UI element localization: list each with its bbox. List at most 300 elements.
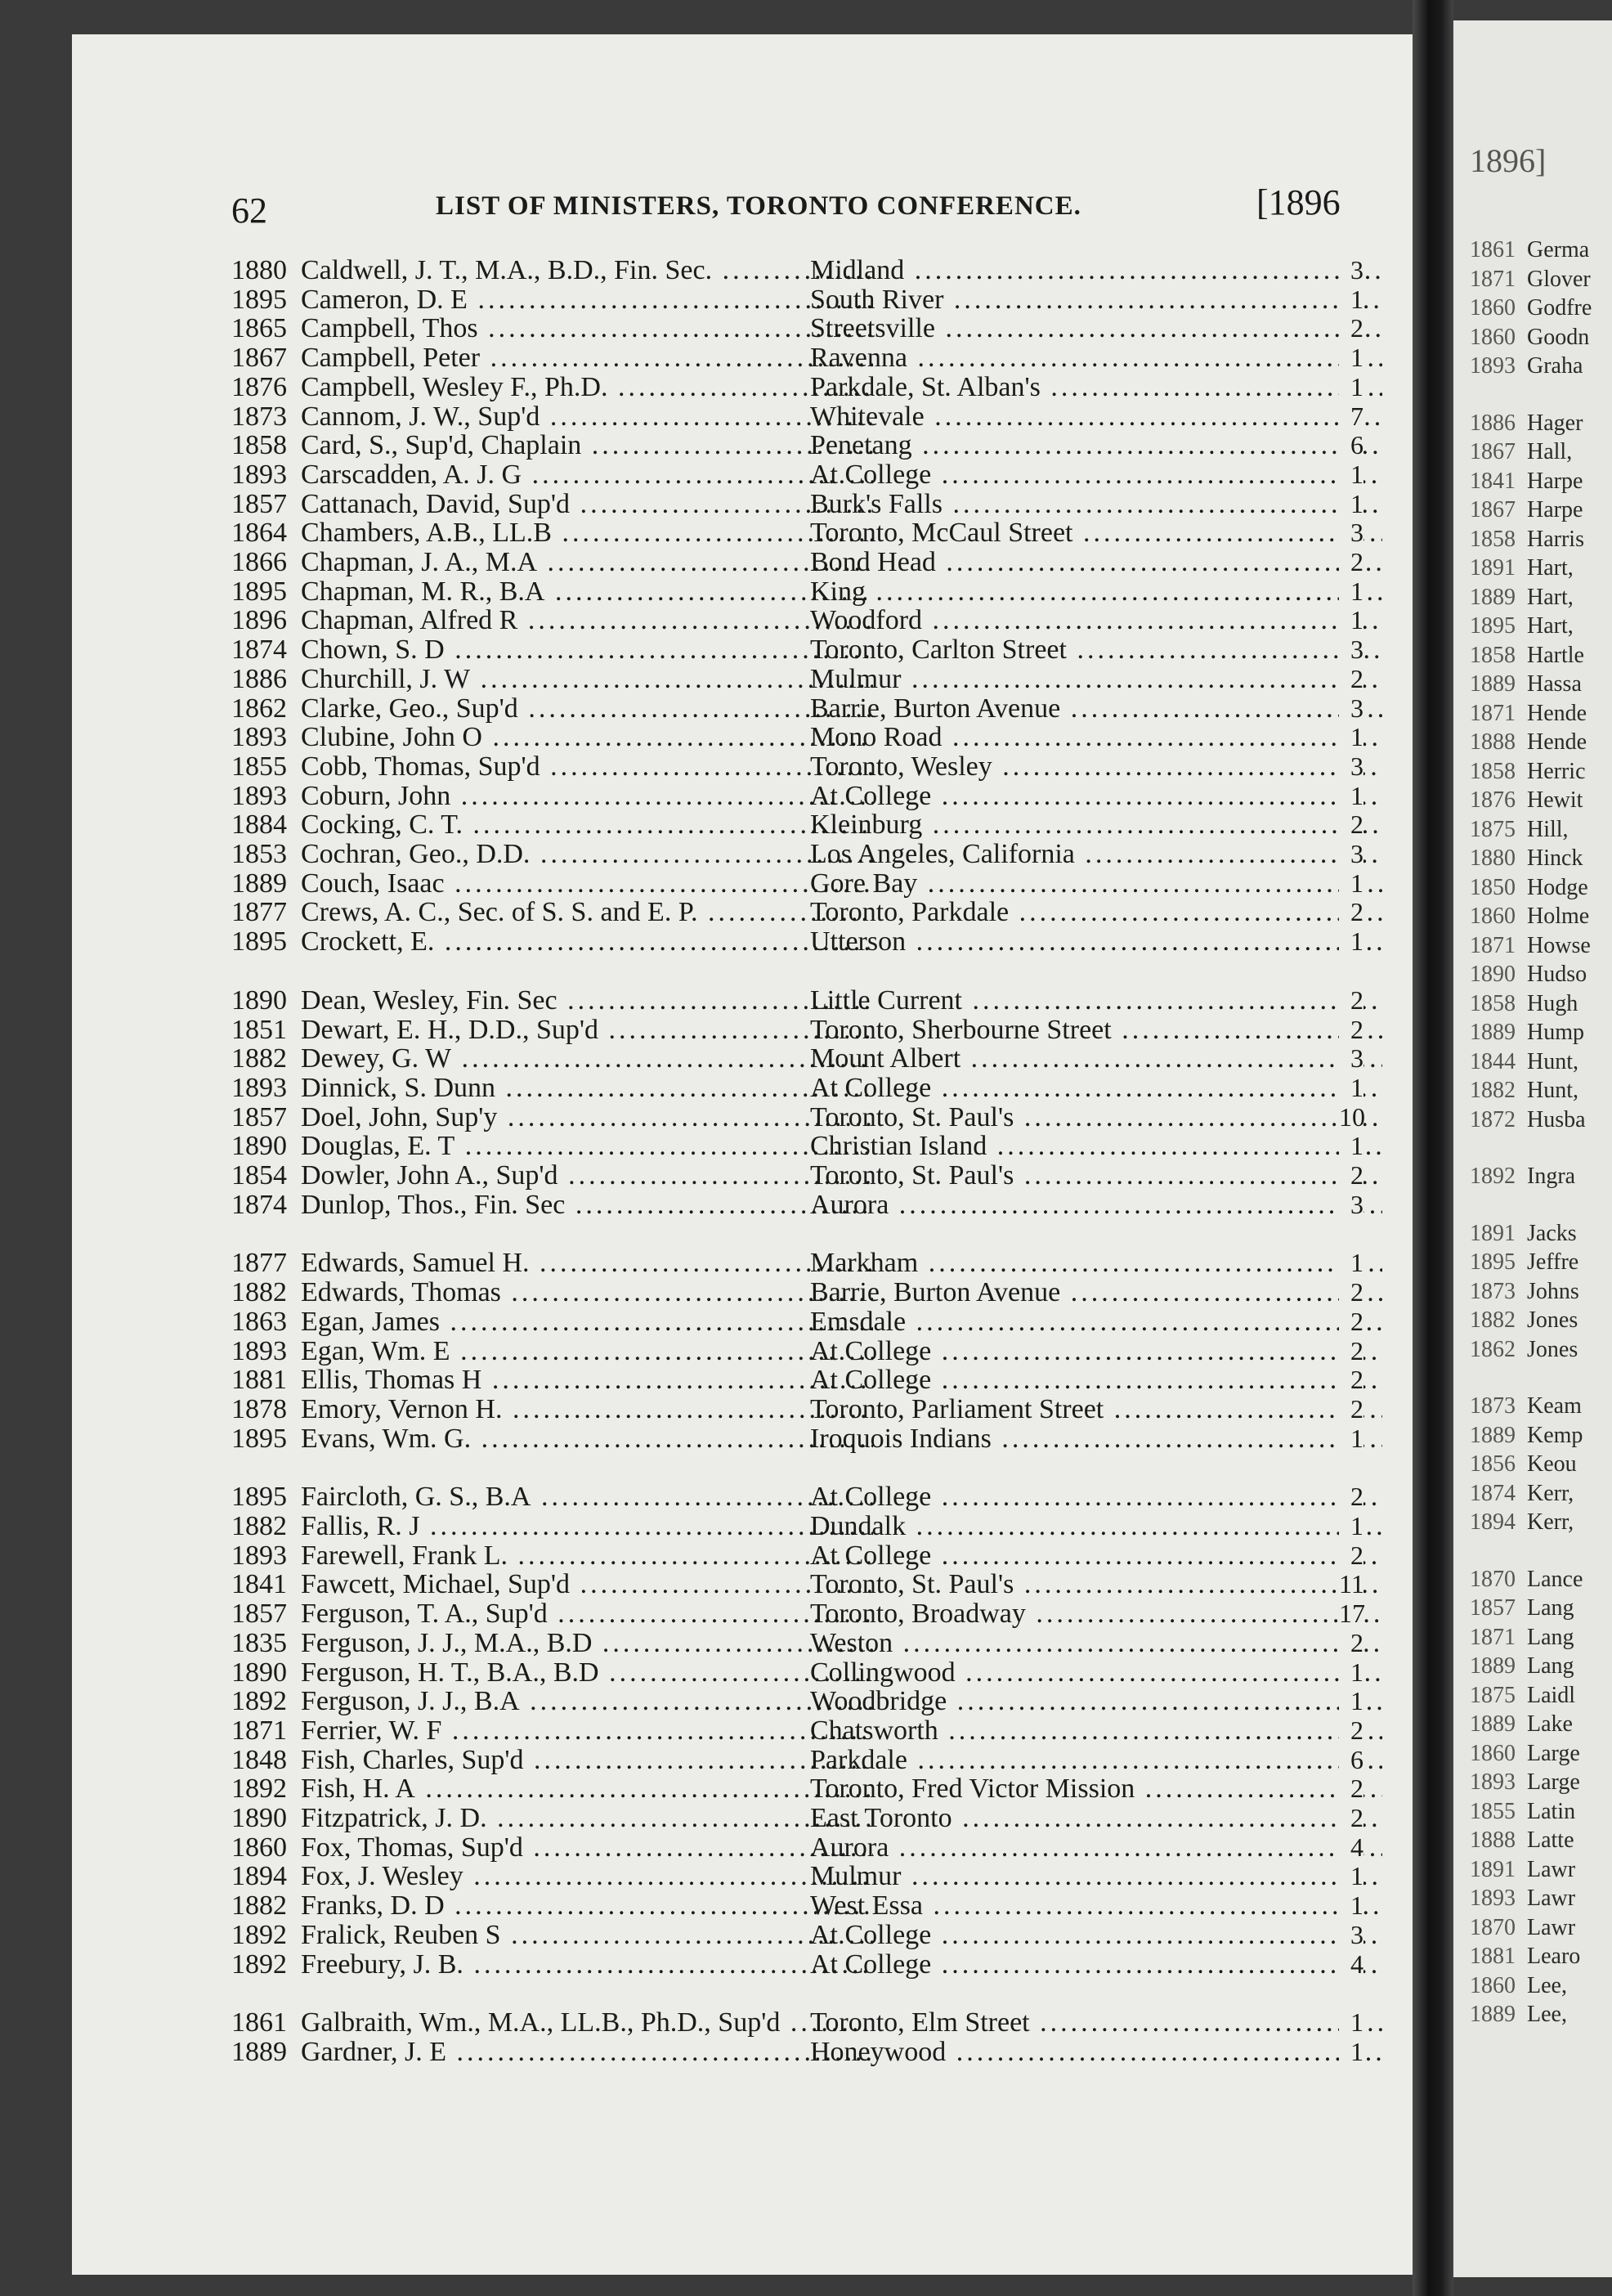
right-entry-text: Lawr — [1527, 1856, 1576, 1882]
years-count: 2 — [1339, 1540, 1363, 1571]
right-entry-year: 1875 — [1470, 1682, 1516, 1708]
list-item — [72, 1920, 1413, 1949]
entry-year: 1882 — [231, 1043, 287, 1074]
minister-name: Farewell, Frank L. ..... — [301, 1540, 873, 1572]
right-list-item — [1470, 1741, 1580, 1767]
right-list-item — [1470, 497, 1583, 523]
minister-name: Campbell, Wesley F., Ph.D. ..... — [301, 372, 873, 403]
right-entry-text: Harpe — [1527, 497, 1583, 522]
minister-name: Fish, H. A ..... — [301, 1774, 873, 1805]
years-count: 1 — [1339, 1248, 1363, 1278]
minister-name: Cannom, J. W., Sup'd ..... — [301, 401, 873, 433]
right-entry-year: 1893 — [1470, 353, 1516, 379]
station-name: Mulmur ..... — [810, 664, 1382, 695]
right-entry-year: 1871 — [1470, 1624, 1516, 1650]
station-name: Mono Road ..... — [810, 722, 1382, 753]
minister-name: Carscadden, A. J. G ..... — [301, 460, 873, 491]
right-entry-text: Hart, — [1527, 555, 1574, 581]
right-list-item — [1470, 1827, 1574, 1854]
minister-name: Faircloth, G. S., B.A ..... — [301, 1482, 873, 1513]
entry-year: 1874 — [231, 1189, 287, 1220]
station-name: Collingwood ..... — [810, 1657, 1382, 1688]
years-count: 2 — [1339, 1277, 1363, 1307]
right-list-item — [1470, 527, 1584, 553]
right-entry-text: Large — [1527, 1769, 1580, 1795]
years-count: 3 — [1339, 1043, 1363, 1074]
right-entry-year: 1875 — [1470, 816, 1516, 842]
right-entry-text: Hassa — [1527, 671, 1582, 697]
right-list-item — [1470, 1078, 1578, 1104]
entry-year: 1848 — [231, 1744, 287, 1775]
entry-year: 1895 — [231, 926, 287, 957]
minister-name: Chapman, M. R., B.A ..... — [301, 576, 873, 608]
entry-year: 1882 — [231, 1277, 287, 1308]
right-entry-year: 1857 — [1470, 1595, 1516, 1621]
right-list-item — [1470, 353, 1583, 379]
list-item — [72, 1774, 1413, 1803]
right-entry-text: Kemp — [1527, 1422, 1583, 1448]
right-list-item — [1470, 1769, 1580, 1796]
list-item — [72, 1190, 1413, 1219]
years-count: 2 — [1339, 1628, 1363, 1658]
right-entry-year: 1891 — [1470, 1856, 1516, 1882]
entry-year: 1882 — [231, 1890, 287, 1922]
station-name: At College ..... — [810, 1073, 1382, 1104]
minister-name: Churchill, J. W ..... — [301, 664, 873, 695]
list-item — [72, 1890, 1413, 1920]
right-entry-text: Hende — [1527, 700, 1587, 726]
station-name: Bond Head ..... — [810, 547, 1382, 578]
right-list-item — [1470, 585, 1574, 611]
years-count: 2 — [1339, 547, 1363, 577]
list-item — [72, 781, 1413, 810]
list-item — [72, 664, 1413, 693]
list-item — [72, 343, 1413, 372]
station-name: Aurora ..... — [810, 1832, 1382, 1863]
entry-year: 1893 — [231, 459, 287, 490]
right-entry-text: Lawr — [1527, 1914, 1576, 1940]
right-entry-year: 1889 — [1470, 1020, 1516, 1045]
station-name: Chatsworth ..... — [810, 1715, 1382, 1747]
right-list-item — [1470, 1049, 1578, 1075]
right-entry-text: Hall, — [1527, 439, 1573, 464]
right-entry-year: 1867 — [1470, 497, 1516, 522]
entry-year: 1835 — [231, 1627, 287, 1658]
years-count: 3 — [1339, 1190, 1363, 1220]
right-list-item — [1470, 1423, 1583, 1449]
right-list-item — [1470, 1973, 1567, 1999]
right-entry-text: Lee, — [1527, 1972, 1567, 1998]
right-entry-text: Keam — [1527, 1393, 1582, 1419]
years-count: 1 — [1339, 1686, 1363, 1716]
right-list-item — [1470, 729, 1587, 756]
entry-year: 1890 — [231, 984, 287, 1016]
right-list-item — [1470, 1020, 1584, 1046]
right-list-item — [1470, 1481, 1574, 1507]
page-number: 62 — [231, 191, 267, 231]
right-entry-year: 1891 — [1470, 555, 1516, 581]
station-name: Mulmur ..... — [810, 1861, 1382, 1892]
book-gutter — [1413, 0, 1453, 2296]
right-list-item — [1470, 1711, 1573, 1738]
right-list-item — [1470, 759, 1586, 785]
right-list-item — [1470, 845, 1583, 872]
right-list-item — [1470, 1683, 1575, 1709]
list-item — [72, 1102, 1413, 1132]
minister-name: Cochran, Geo., D.D. ..... — [301, 839, 873, 870]
right-entry-year: 1888 — [1470, 1827, 1516, 1853]
minister-name: Chown, S. D ..... — [301, 635, 873, 666]
right-entry-text: Hende — [1527, 729, 1587, 755]
years-count: 2 — [1339, 1307, 1363, 1337]
list-item — [72, 1482, 1413, 1511]
entry-year: 1895 — [231, 284, 287, 315]
right-entry-year: 1873 — [1470, 1278, 1516, 1304]
right-entry-year: 1895 — [1470, 613, 1516, 639]
list-item — [72, 1569, 1413, 1599]
entry-year: 1841 — [231, 1569, 287, 1600]
list-item — [72, 1131, 1413, 1160]
right-list-item — [1470, 1509, 1574, 1536]
right-entry-year: 1893 — [1470, 1886, 1516, 1911]
years-count: 2 — [1339, 1394, 1363, 1424]
list-item — [72, 1073, 1413, 1102]
page-title: LIST OF MINISTERS, TORONTO CONFERENCE. — [436, 191, 1081, 221]
station-name: Toronto, Parliament Street ..... — [810, 1394, 1382, 1425]
right-entry-year: 1890 — [1470, 962, 1516, 987]
entry-year: 1895 — [231, 1482, 287, 1513]
minister-name: Dewart, E. H., D.D., Sup'd ..... — [301, 1015, 873, 1046]
years-count: 2 — [1339, 1160, 1363, 1191]
right-list-item — [1470, 1886, 1575, 1912]
right-entry-text: Hump — [1527, 1020, 1584, 1045]
years-count: 1 — [1339, 1511, 1363, 1541]
right-entry-text: Laidl — [1527, 1682, 1576, 1708]
right-entry-text: Lance — [1527, 1566, 1583, 1592]
list-item — [72, 635, 1413, 664]
minister-name: Fox, Thomas, Sup'd ..... — [301, 1832, 873, 1863]
station-name: Gore Bay ..... — [810, 868, 1382, 899]
list-item — [72, 1599, 1413, 1628]
right-entry-text: Graha — [1527, 353, 1583, 379]
right-entry-text: Glover — [1527, 266, 1591, 292]
years-count: 1 — [1339, 285, 1363, 315]
right-entry-year: 1889 — [1470, 584, 1516, 610]
right-list-item — [1470, 1393, 1582, 1419]
minister-name: Ferguson, J. J., B.A ..... — [301, 1686, 873, 1717]
right-entry-text: Kerr, — [1527, 1480, 1574, 1506]
years-count: 2 — [1339, 1015, 1363, 1045]
entry-year: 1867 — [231, 343, 287, 374]
right-entry-text: Latte — [1527, 1827, 1574, 1853]
entry-year: 1889 — [231, 868, 287, 899]
years-count: 1 — [1339, 781, 1363, 811]
right-entry-text: Lang — [1527, 1653, 1574, 1679]
list-item — [72, 372, 1413, 401]
right-page — [1453, 20, 1612, 2277]
right-entry-text: Hill, — [1527, 816, 1569, 842]
right-entry-year: 1858 — [1470, 758, 1516, 784]
right-list-item — [1470, 1857, 1575, 1883]
entry-year: 1892 — [231, 1686, 287, 1717]
minister-name: Clarke, Geo., Sup'd ..... — [301, 693, 873, 724]
minister-name: Cattanach, David, Sup'd ..... — [301, 489, 873, 520]
entry-year: 1862 — [231, 693, 287, 724]
minister-name: Fox, J. Wesley ..... — [301, 1861, 873, 1892]
left-page — [72, 34, 1413, 2275]
right-entry-year: 1872 — [1470, 1106, 1516, 1132]
entry-year: 1896 — [231, 605, 287, 636]
station-name: Utterson ..... — [810, 926, 1382, 957]
right-entry-text: Learo — [1527, 1944, 1581, 1969]
right-list-item — [1470, 1164, 1575, 1190]
right-entry-year: 1858 — [1470, 642, 1516, 668]
entry-year: 1863 — [231, 1306, 287, 1337]
minister-name: Crews, A. C., Sec. of S. S. and E. P. ..... — [301, 897, 873, 928]
station-name: Parkdale ..... — [810, 1745, 1382, 1776]
station-name: Penetang ..... — [810, 430, 1382, 461]
list-item — [72, 693, 1413, 723]
right-entry-text: Holme — [1527, 904, 1590, 929]
right-entry-year: 1858 — [1470, 990, 1516, 1016]
minister-name: Chambers, A.B., LL.B ..... — [301, 518, 873, 549]
entry-year: 1874 — [231, 635, 287, 666]
right-entry-year: 1891 — [1470, 1220, 1516, 1246]
years-count: 2 — [1339, 1774, 1363, 1804]
right-list-item — [1470, 1221, 1577, 1247]
minister-name: Dunlop, Thos., Fin. Sec ..... — [301, 1190, 873, 1221]
minister-name: Cobb, Thomas, Sup'd ..... — [301, 751, 873, 783]
station-name: Toronto, Broadway ..... — [810, 1599, 1382, 1630]
right-entry-year: 1892 — [1470, 1164, 1516, 1189]
right-entry-text: Hewit — [1527, 787, 1583, 813]
right-entry-year: 1882 — [1470, 1307, 1516, 1333]
right-entry-year: 1867 — [1470, 439, 1516, 464]
station-name: Streetsville ..... — [810, 313, 1382, 344]
list-item — [72, 751, 1413, 781]
minister-name: Cameron, D. E ..... — [301, 285, 873, 316]
right-entry-year: 1889 — [1470, 2002, 1516, 2027]
right-entry-text: Harris — [1527, 526, 1584, 552]
right-list-item — [1470, 962, 1587, 988]
list-item — [72, 576, 1413, 606]
years-count: 1 — [1339, 722, 1363, 752]
list-item — [72, 1277, 1413, 1307]
right-entry-text: Kerr, — [1527, 1509, 1574, 1535]
station-name: Whitevale ..... — [810, 401, 1382, 433]
right-entry-text: Jacks — [1527, 1220, 1577, 1246]
right-list-item — [1470, 904, 1589, 930]
entry-year: 1890 — [231, 1803, 287, 1833]
station-name: Kleinburg ..... — [810, 809, 1382, 841]
years-count: 1 — [1339, 489, 1363, 519]
years-count: 2 — [1339, 313, 1363, 343]
station-name: At College ..... — [810, 1949, 1382, 1980]
years-count: 3 — [1339, 518, 1363, 548]
entry-year: 1881 — [231, 1365, 287, 1396]
minister-name: Cocking, C. T. ..... — [301, 809, 873, 841]
minister-name: Evans, Wm. G. ..... — [301, 1424, 873, 1455]
minister-name: Dean, Wesley, Fin. Sec ..... — [301, 985, 873, 1016]
right-list-item — [1470, 991, 1578, 1017]
right-entry-text: Lake — [1527, 1711, 1573, 1737]
years-count: 1 — [1339, 372, 1363, 402]
minister-name: Clubine, John O ..... — [301, 722, 873, 753]
station-name: Barrie, Burton Avenue ..... — [810, 693, 1382, 724]
entry-year: 1855 — [231, 751, 287, 782]
right-list-item — [1470, 1915, 1575, 1941]
right-entry-text: Ingra — [1527, 1164, 1576, 1189]
right-list-item — [1470, 875, 1588, 901]
right-list-item — [1470, 1625, 1574, 1651]
right-list-item — [1470, 1944, 1580, 1970]
minister-name: Card, S., Sup'd, Chaplain ..... — [301, 430, 873, 461]
list-item — [72, 430, 1413, 460]
years-count: 1 — [1339, 576, 1363, 607]
list-item — [72, 1365, 1413, 1394]
entry-year: 1853 — [231, 839, 287, 869]
right-entry-text: Jones — [1527, 1307, 1578, 1333]
right-list-item — [1470, 787, 1583, 814]
list-item — [72, 1424, 1413, 1453]
right-entry-text: Herric — [1527, 758, 1586, 784]
right-entry-text: Keou — [1527, 1451, 1577, 1477]
list-item — [72, 1686, 1413, 1715]
minister-name: Caldwell, J. T., M.A., B.D., Fin. Sec. ..... — [301, 255, 873, 286]
right-entry-year: 1860 — [1470, 295, 1516, 321]
right-entry-year: 1873 — [1470, 1393, 1516, 1419]
right-list-item — [1470, 933, 1591, 959]
right-list-item — [1470, 817, 1569, 843]
entry-year: 1865 — [231, 313, 287, 344]
years-count: 2 — [1339, 897, 1363, 927]
right-entry-year: 1871 — [1470, 266, 1516, 292]
station-name: Toronto, McCaul Street ..... — [810, 518, 1382, 549]
station-name: At College ..... — [810, 460, 1382, 491]
minister-name: Crockett, E. ..... — [301, 926, 873, 957]
right-page-header: 1896] — [1470, 142, 1547, 179]
entry-year: 1892 — [231, 1948, 287, 1980]
right-entry-year: 1858 — [1470, 526, 1516, 552]
right-entry-year: 1889 — [1470, 1422, 1516, 1448]
right-entry-text: Lang — [1527, 1595, 1574, 1621]
list-item — [72, 401, 1413, 431]
years-count: 1 — [1339, 2037, 1363, 2067]
right-entry-text: Godfre — [1527, 295, 1592, 321]
right-entry-text: Goodn — [1527, 324, 1590, 350]
station-name: Emsdale ..... — [810, 1307, 1382, 1338]
right-entry-year: 1880 — [1470, 845, 1516, 871]
list-item — [72, 1657, 1413, 1687]
minister-name: Chapman, Alfred R ..... — [301, 605, 873, 636]
list-item — [72, 926, 1413, 956]
list-item — [72, 2037, 1413, 2066]
right-list-item — [1470, 1249, 1578, 1276]
station-name: Toronto, Sherbourne Street ..... — [810, 1015, 1382, 1046]
minister-name: Fallis, R. J ..... — [301, 1511, 873, 1542]
entry-year: 1895 — [231, 576, 287, 607]
entry-year: 1876 — [231, 371, 287, 402]
years-count: 3 — [1339, 693, 1363, 724]
years-count: 2 — [1339, 1336, 1363, 1366]
minister-name: Campbell, Peter ..... — [301, 343, 873, 374]
entry-year: 1893 — [231, 722, 287, 753]
minister-name: Fawcett, Michael, Sup'd ..... — [301, 1569, 873, 1600]
years-count: 6 — [1339, 1745, 1363, 1775]
entry-year: 1894 — [231, 1861, 287, 1892]
minister-name: Edwards, Samuel H. ..... — [301, 1248, 873, 1279]
entry-year: 1880 — [231, 255, 287, 285]
minister-name: Dewey, G. W ..... — [301, 1043, 873, 1074]
right-list-item — [1470, 1653, 1574, 1679]
minister-name: Ferguson, T. A., Sup'd ..... — [301, 1599, 873, 1630]
list-item — [72, 1628, 1413, 1657]
right-entry-text: Jones — [1527, 1336, 1578, 1362]
minister-name: Edwards, Thomas ..... — [301, 1277, 873, 1308]
entry-year: 1864 — [231, 518, 287, 549]
right-entry-text: Hunt, — [1527, 1078, 1578, 1103]
right-entry-text: Harpe — [1527, 468, 1583, 494]
right-entry-year: 1860 — [1470, 1740, 1516, 1766]
entry-year: 1893 — [231, 1335, 287, 1366]
station-name: Toronto, Carlton Street ..... — [810, 635, 1382, 666]
minister-name: Couch, Isaac ..... — [301, 868, 873, 899]
list-item — [72, 1949, 1413, 1979]
station-name: Toronto, Wesley ..... — [810, 751, 1382, 783]
minister-name: Dowler, John A., Sup'd ..... — [301, 1160, 873, 1191]
right-list-item — [1470, 1567, 1583, 1593]
list-item — [72, 1248, 1413, 1277]
right-list-item — [1470, 1799, 1575, 1825]
right-list-item — [1470, 325, 1589, 351]
right-entry-text: Hartle — [1527, 642, 1584, 668]
entry-year: 1873 — [231, 401, 287, 432]
right-entry-year: 1888 — [1470, 729, 1516, 755]
right-list-item — [1470, 439, 1572, 465]
list-item — [72, 1861, 1413, 1890]
station-name: Woodbridge ..... — [810, 1686, 1382, 1717]
station-name: Los Angeles, California ..... — [810, 839, 1382, 870]
right-entry-text: Hart, — [1527, 613, 1574, 639]
years-count: 2 — [1339, 1365, 1363, 1395]
right-entry-year: 1862 — [1470, 1336, 1516, 1362]
right-list-item — [1470, 701, 1587, 727]
list-item — [72, 1715, 1413, 1745]
station-name: Christian Island ..... — [810, 1131, 1382, 1162]
page-header — [72, 157, 1413, 231]
entry-year: 1889 — [231, 2036, 287, 2067]
list-item — [72, 1540, 1413, 1570]
entry-year: 1857 — [231, 488, 287, 519]
right-list-item — [1470, 1307, 1578, 1334]
minister-name: Doel, John, Sup'y ..... — [301, 1102, 873, 1133]
right-entry-year: 1886 — [1470, 410, 1516, 436]
entry-year: 1890 — [231, 1131, 287, 1162]
right-entry-year: 1844 — [1470, 1048, 1516, 1074]
station-name: King ..... — [810, 576, 1382, 608]
right-entry-text: Lee, — [1527, 2002, 1567, 2027]
years-count: 2 — [1339, 1803, 1363, 1833]
right-entry-year: 1882 — [1470, 1078, 1516, 1103]
years-count: 1 — [1339, 605, 1363, 635]
station-name: Little Current ..... — [810, 985, 1382, 1016]
years-count: 1 — [1339, 1424, 1363, 1454]
right-entry-text: Germa — [1527, 237, 1590, 262]
station-name: Mount Albert ..... — [810, 1043, 1382, 1074]
station-name: Toronto, Parkdale ..... — [810, 897, 1382, 928]
years-count: 1 — [1339, 2007, 1363, 2038]
minister-name: Gardner, J. E ..... — [301, 2037, 873, 2068]
